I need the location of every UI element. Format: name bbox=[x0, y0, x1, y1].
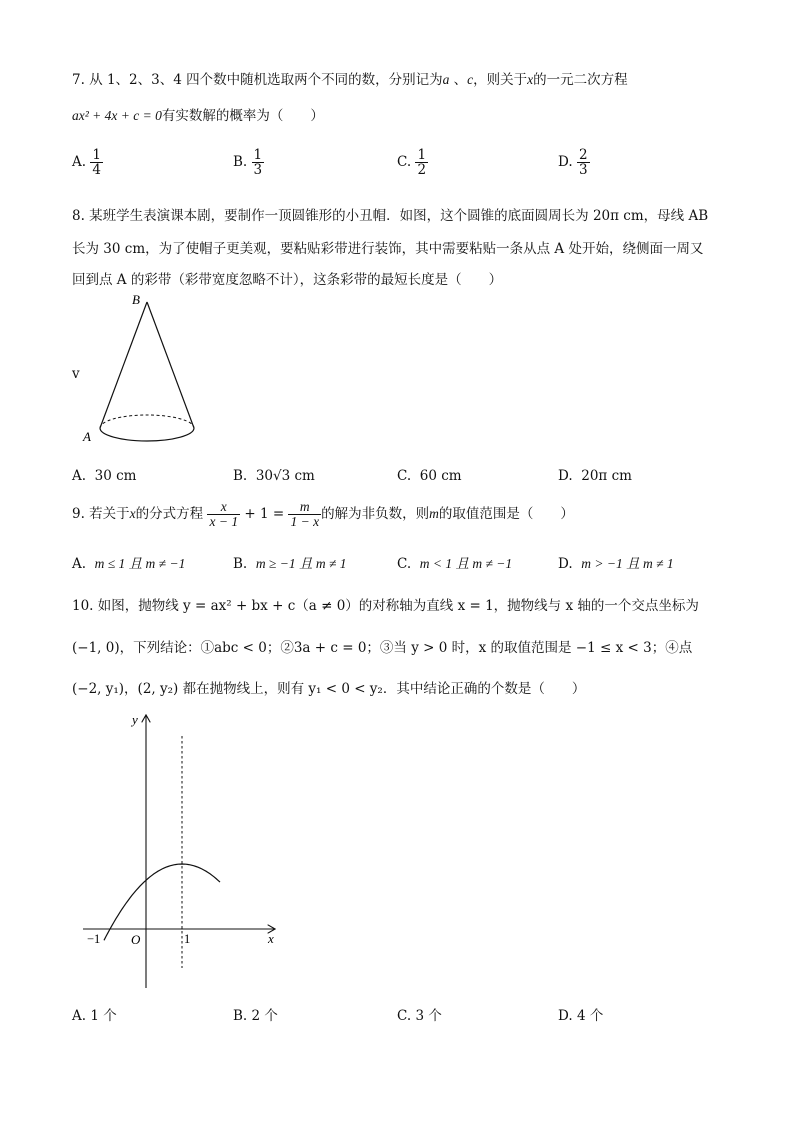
q8-line2: 长为 30 cm，为了使帽子更美观，要粘贴彩带进行装饰，其中需要粘贴一条从点 A 处开始，绕侧面一周又 bbox=[72, 241, 704, 257]
tick-neg-one: −1 bbox=[87, 932, 101, 946]
q8-option-a[interactable] bbox=[72, 468, 136, 484]
frac-num: 1 bbox=[417, 147, 427, 163]
option-label: B. bbox=[233, 154, 248, 171]
frac-den: 4 bbox=[92, 162, 101, 179]
option-text: 60 cm bbox=[419, 468, 462, 484]
option-label: C. bbox=[397, 468, 412, 484]
q8-line3: 回到点 A 的彩带（彩带宽度忽略不计），这条彩带的最短长度是（ ） bbox=[72, 272, 503, 288]
option-fraction bbox=[90, 148, 103, 177]
q10-option-d[interactable] bbox=[558, 1004, 603, 1024]
q7-sep: 、 bbox=[449, 72, 468, 88]
cone-base-back bbox=[100, 415, 194, 428]
origin-label: O bbox=[131, 932, 141, 947]
q8-option-b[interactable] bbox=[233, 468, 315, 484]
frac-den: 3 bbox=[253, 162, 263, 179]
parabola-graph bbox=[78, 706, 288, 996]
option-text: m < 1 且 m ≠ −1 bbox=[419, 556, 513, 571]
q9-text-4: 的取值范围是（ ） bbox=[438, 506, 574, 523]
q9-fraction-1 bbox=[207, 500, 240, 529]
q9-var-m: m bbox=[429, 506, 439, 522]
option-label: D. bbox=[558, 1008, 573, 1024]
frac-num: 1 bbox=[253, 147, 263, 163]
option-text: m ≥ −1 且 m ≠ 1 bbox=[255, 556, 347, 571]
option-label: C. bbox=[397, 154, 412, 171]
frac-den: 3 bbox=[578, 162, 588, 179]
q8-option-d[interactable] bbox=[558, 468, 632, 484]
stray-mark: v bbox=[72, 366, 80, 382]
q7-option-d[interactable] bbox=[558, 148, 590, 177]
option-text: 20π cm bbox=[581, 468, 632, 484]
q7-text-2: ，则关于 bbox=[473, 72, 528, 88]
option-label: C. bbox=[397, 556, 412, 572]
q9-option-b[interactable] bbox=[233, 552, 347, 572]
q7-text-4: 有实数解的概率为（ ） bbox=[161, 108, 324, 124]
q9-option-a[interactable] bbox=[72, 552, 185, 572]
q9-text-3: 的解为非负数，则 bbox=[321, 506, 430, 523]
q9-option-c[interactable] bbox=[397, 552, 512, 572]
y-axis-label: y bbox=[132, 712, 138, 727]
q9-fraction-2 bbox=[288, 500, 321, 529]
cone-left-edge bbox=[100, 302, 147, 428]
frac-num: m bbox=[288, 500, 321, 515]
option-text: 1 个 bbox=[90, 1008, 117, 1024]
cone-base-front bbox=[100, 428, 194, 441]
option-fraction bbox=[252, 148, 265, 177]
q7-var-a: a bbox=[442, 72, 450, 87]
q8-line1: 8. 某班学生表演课本剧，要制作一顶圆锥形的小丑帽．如图，这个圆锥的底面圆周长为 20π cm，母线 AB bbox=[72, 208, 709, 224]
q7-option-a[interactable] bbox=[72, 148, 103, 177]
q10-option-c[interactable] bbox=[397, 1004, 442, 1024]
option-label: A. bbox=[72, 468, 87, 484]
option-label: A. bbox=[72, 556, 87, 572]
option-fraction bbox=[577, 148, 590, 177]
q7-var-x: x bbox=[527, 72, 534, 87]
q7-option-b[interactable] bbox=[233, 148, 264, 177]
frac-den: 1 − x bbox=[290, 514, 320, 530]
option-text: m ≤ 1 且 m ≠ −1 bbox=[94, 556, 186, 571]
q9-option-d[interactable] bbox=[558, 552, 674, 572]
q7-option-c[interactable] bbox=[397, 148, 428, 177]
option-label: C. bbox=[397, 1008, 412, 1024]
option-label: B. bbox=[233, 1008, 248, 1024]
option-text: 2 个 bbox=[251, 1008, 278, 1024]
option-text: 4 个 bbox=[576, 1008, 604, 1024]
cone-right-edge bbox=[147, 302, 194, 428]
frac-num: x bbox=[207, 500, 240, 515]
option-text: 3 个 bbox=[415, 1008, 442, 1024]
x-axis-label: x bbox=[268, 931, 274, 946]
frac-num: 1 bbox=[92, 147, 101, 163]
q9-text-1: 9. 若关于 bbox=[72, 506, 130, 523]
option-text: 30√3 cm bbox=[255, 468, 315, 484]
frac-den: x − 1 bbox=[209, 514, 239, 530]
q10-line1: 10. 如图，抛物线 y = ax² + bx + c（a ≠ 0）的对称轴为直线 x = 1，抛物线与 x 轴的一个交点坐标为 bbox=[72, 598, 699, 614]
q7-equation: ax² + 4x + c = 0 bbox=[72, 108, 162, 123]
q9-var-x: x bbox=[129, 506, 136, 522]
option-text: 30 cm bbox=[94, 468, 137, 484]
q7-line1 bbox=[72, 68, 628, 88]
q7-text-1: 7. 从 1、2、3、4 四个数中随机选取两个不同的数，分别记为 bbox=[72, 72, 443, 88]
option-label: D. bbox=[558, 556, 573, 572]
q10-line3: (−2, y₁)，(2, y₂) 都在抛物线上，则有 y₁ < 0 < y₂．其中结论正确的个数是（ ） bbox=[72, 681, 586, 697]
q8-option-c[interactable] bbox=[397, 468, 462, 484]
q10-line2: (−1, 0)，下列结论：①abc < 0；②3a + c = 0；③当 y > 0 时，x 的取值范围是 −1 ≤ x < 3；④点 bbox=[72, 640, 693, 656]
option-fraction bbox=[415, 148, 428, 177]
point-b-label: B bbox=[132, 292, 140, 307]
q7-text-3: 的一元二次方程 bbox=[533, 72, 628, 88]
q9-text-2: 的分式方程 bbox=[135, 506, 204, 523]
option-label: A. bbox=[72, 154, 87, 171]
cone-figure bbox=[80, 290, 210, 450]
q7-var-c: c bbox=[467, 72, 474, 87]
frac-num: 2 bbox=[578, 147, 588, 163]
q10-option-a[interactable] bbox=[72, 1004, 117, 1024]
q7-line2 bbox=[72, 104, 324, 124]
option-label: D. bbox=[558, 468, 573, 484]
q10-option-b[interactable] bbox=[233, 1004, 278, 1024]
q9-plus: + 1 = bbox=[244, 506, 285, 523]
option-label: A. bbox=[72, 1008, 87, 1024]
option-label: B. bbox=[233, 468, 248, 484]
frac-den: 2 bbox=[417, 162, 427, 179]
option-label: B. bbox=[233, 556, 248, 572]
q9-line bbox=[72, 500, 574, 529]
point-a-label: A bbox=[83, 429, 91, 444]
tick-one: 1 bbox=[184, 932, 191, 946]
option-label: D. bbox=[558, 154, 573, 171]
option-text: m > −1 且 m ≠ 1 bbox=[581, 556, 674, 571]
